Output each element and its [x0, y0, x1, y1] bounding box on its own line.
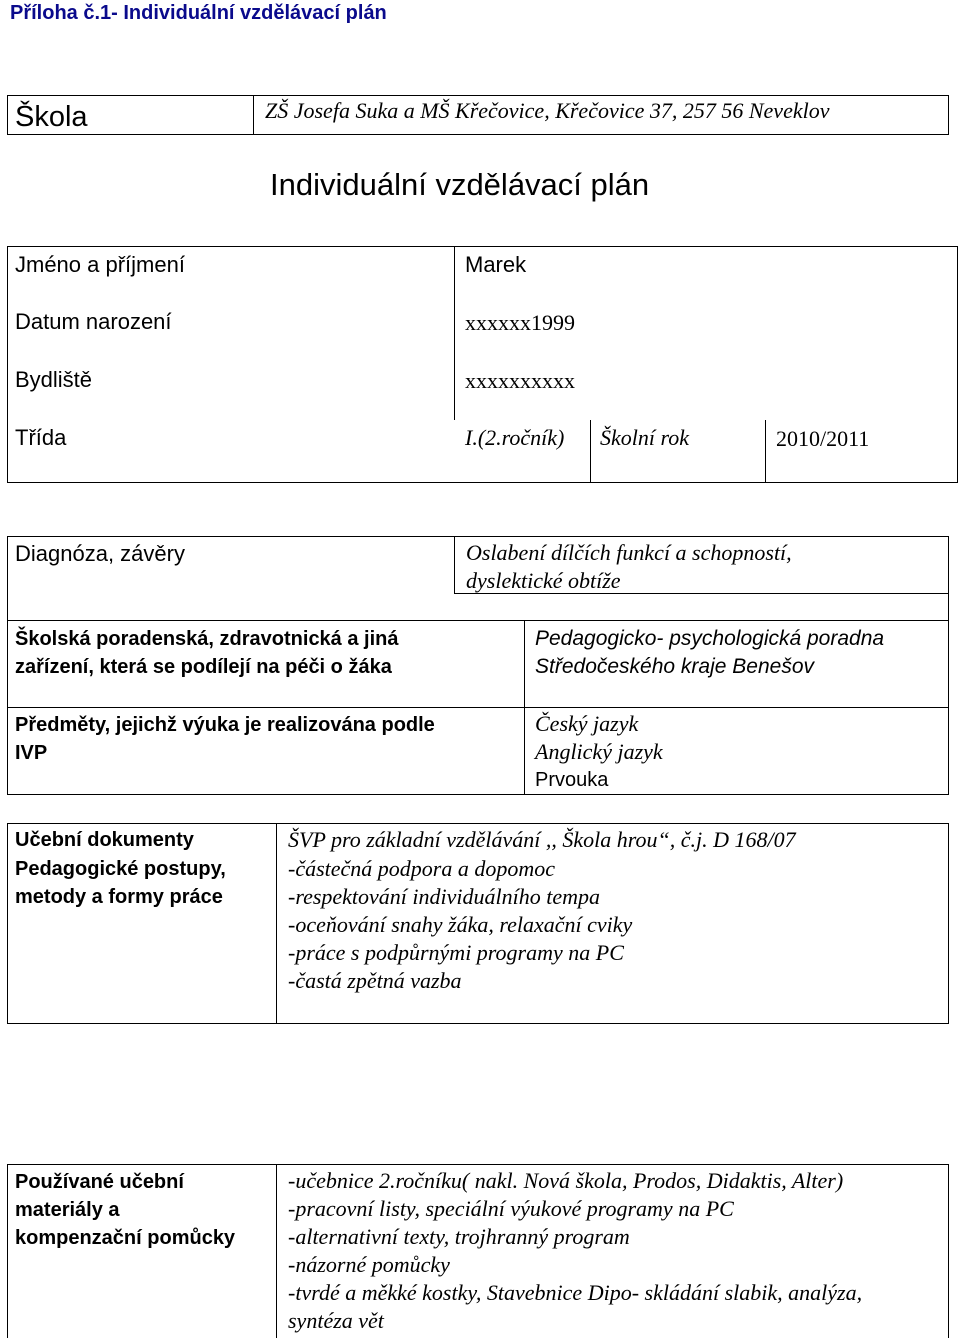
material-item: -názorné pomůcky: [288, 1252, 450, 1277]
facilities-label-line: Školská poradenská, zdravotnická a jiná: [15, 628, 399, 650]
method-item: -částečná podpora a dopomoc: [288, 856, 556, 881]
residence-value: xxxxxxxxxx: [465, 368, 575, 393]
method-item: -práce s podpůrnými programy na PC: [288, 940, 624, 965]
school-label: Škola: [15, 101, 88, 133]
subject-item: Český jazyk: [535, 711, 639, 736]
subjects-label-line: IVP: [15, 742, 48, 764]
material-item: syntéza vět: [288, 1308, 384, 1333]
diagnosis-line: dyslektické obtíže: [466, 568, 621, 593]
subjects-label: [15, 711, 435, 767]
materials-label-line: materiály a: [15, 1199, 120, 1221]
residence-label: Bydliště: [15, 367, 93, 392]
diagnosis-label: Diagnóza, závěry: [15, 541, 185, 566]
school-year-value: 2010/2011: [776, 426, 870, 451]
method-item: -oceňování snahy žáka, relaxační cviky: [288, 912, 633, 937]
facilities-label-line: zařízení, která se podílejí na péči o žáka: [15, 656, 392, 678]
documents-value: ŠVP pro základní vzdělávání ,, Škola hrou“, č.j. D 168/07: [288, 827, 796, 852]
methods-label-line: metody a formy práce: [15, 886, 223, 908]
material-item: -učebnice 2.ročníku( nakl. Nová škola, Prodos, Didaktis, Alter): [288, 1168, 844, 1193]
method-item: -častá zpětná vazba: [288, 968, 462, 993]
subject-item: Prvouka: [535, 769, 609, 791]
facilities-label: [15, 625, 399, 681]
plan-title: Individuální vzdělávací plán: [270, 167, 650, 202]
name-value: Marek: [465, 252, 527, 277]
facilities-value-line: Pedagogicko- psychologická poradna: [535, 627, 885, 650]
subjects-label-line: Předměty, jejichž výuka je realizována podle: [15, 714, 435, 736]
material-item: -alternativní texty, trojhranný program: [288, 1224, 630, 1249]
diagnosis-line: Oslabení dílčích funkcí a schopností,: [466, 540, 792, 565]
materials-label-line: Používané učební: [15, 1171, 184, 1193]
materials-label: [15, 1168, 235, 1252]
school-year-label: Školní rok: [600, 425, 689, 450]
subject-item: Anglický jazyk: [535, 739, 663, 764]
class-label: Třída: [15, 425, 67, 450]
name-label: Jméno a příjmení: [15, 252, 185, 277]
material-item: -pracovní listy, speciální výukové programy na PC: [288, 1196, 734, 1221]
facilities-value-line: Středočeského kraje Benešov: [535, 655, 814, 678]
birth-date-value: xxxxxx1999: [465, 310, 575, 335]
material-item: -tvrdé a měkké kostky, Stavebnice Dipo- skládání slabik, analýza,: [288, 1280, 863, 1305]
materials-label-line: kompenzační pomůcky: [15, 1227, 236, 1249]
method-item: -respektování individuálního tempa: [288, 884, 601, 909]
facilities-value: [535, 625, 884, 681]
school-value: ZŠ Josefa Suka a MŠ Křečovice, Křečovice 37, 257 56 Neveklov: [265, 98, 830, 123]
subjects-list: [535, 710, 663, 794]
materials-list: [288, 1167, 862, 1335]
methods-list: [288, 855, 632, 995]
class-value: I.(2.ročník): [465, 425, 565, 450]
methods-label: [15, 855, 226, 911]
documents-label: Učební dokumenty: [15, 829, 194, 851]
diagnosis-value: [466, 539, 792, 595]
methods-label-line: Pedagogické postupy,: [15, 858, 226, 880]
birth-date-label: Datum narození: [15, 309, 172, 334]
attachment-title: Příloha č.1- Individuální vzdělávací plán: [10, 2, 387, 24]
